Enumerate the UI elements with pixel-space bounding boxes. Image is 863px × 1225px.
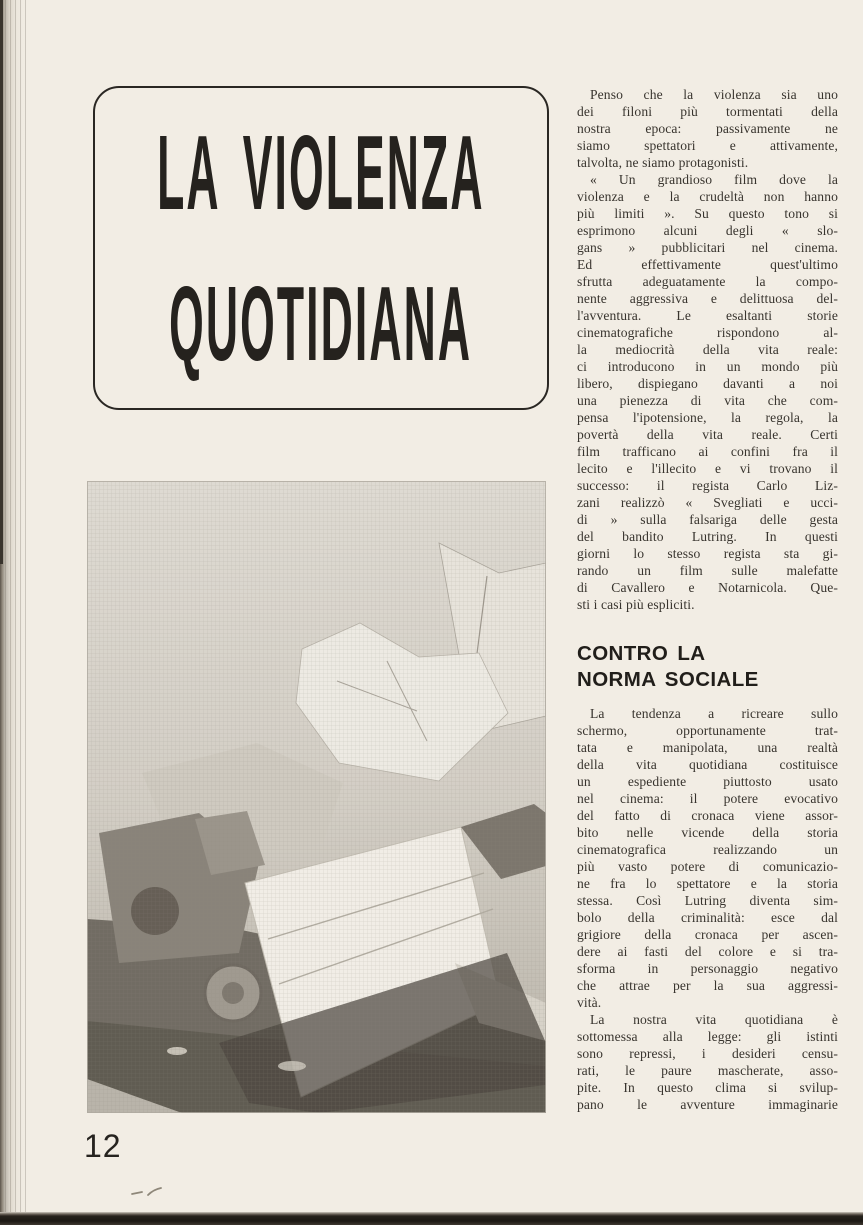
title-box: [93, 86, 549, 410]
text-line: nente aggressiva e delittuosa del-: [577, 291, 838, 306]
text-line: Ed effettivamente quest'ultimo: [577, 257, 838, 272]
car-wreck-photo: [87, 481, 546, 1113]
text-line: pensa l'ipotensione, la regola, la: [577, 410, 838, 425]
article-body: [577, 705, 838, 1113]
text-line: povertà della vita reale. Certi: [577, 427, 838, 442]
page-title-line-1: LA VIOLENZA: [157, 113, 485, 232]
text-line: nel cinema: il potere evocativo: [577, 791, 838, 806]
page-binding-shadow: [0, 0, 3, 564]
text-line: La nostra vita quotidiana è: [590, 1012, 838, 1027]
text-line: sforma in personaggio negativo: [577, 961, 838, 976]
text-line: del fatto di cronaca viene assor-: [577, 808, 838, 823]
text-line: di » sulla falsariga delle gesta: [577, 512, 838, 527]
text-line: gans » pubblicitari nel cinema.: [577, 240, 838, 255]
text-line: ne fra lo spettatore e la storia: [577, 876, 838, 891]
paragraph: [577, 171, 838, 613]
text-line: sottomessa alla legge: gli istinti: [577, 1029, 838, 1044]
text-line: più vasto potere di comunicazio-: [577, 859, 838, 874]
text-line: bito nelle vicende della storia: [577, 825, 838, 840]
section-heading: [577, 641, 838, 693]
text-line: zani realizzò « Svegliati e ucci-: [577, 495, 838, 510]
scan-bottom-edge: [0, 1212, 863, 1225]
text-line: cinematografiche rispondono al-: [577, 325, 838, 340]
text-line: sti i casi più espliciti.: [577, 597, 695, 612]
text-line: tata e manipolata, una realtà: [577, 740, 838, 755]
text-line: dei filoni più tormentati della: [577, 104, 838, 119]
text-line: del bandito Lutring. In questi: [577, 529, 838, 544]
section-heading-line-1: CONTRO LA: [577, 642, 706, 665]
text-line: pano le avventure immaginarie: [577, 1097, 838, 1112]
text-line: grigiore della cronaca per ascen-: [577, 927, 838, 942]
text-line: nostra epoca: passivamente ne: [577, 121, 838, 136]
page-number: 12: [84, 1128, 122, 1164]
text-line: film trafficano ai confini fra il: [577, 444, 838, 459]
text-line: pite. In questo clima si svilup-: [577, 1080, 838, 1095]
text-line: bolo della criminalità: esce dal: [577, 910, 838, 925]
text-line: Penso che la violenza sia uno: [590, 87, 838, 102]
text-line: violenza e la crudeltà non hanno: [577, 189, 838, 204]
text-line: siamo spettatori e attivamente,: [577, 138, 838, 153]
article-intro: [577, 86, 838, 613]
text-line: una pienezza di vita che com-: [577, 393, 838, 408]
text-line: vità.: [577, 995, 602, 1010]
text-line: talvolta, ne siamo protagonisti.: [577, 155, 749, 170]
text-line: stessa. Così Lutring diventa sim-: [577, 893, 838, 908]
car-wreck-photo-graphic: [87, 481, 546, 1113]
text-line: un espediente piuttosto usato: [577, 774, 838, 789]
text-line: l'avventura. Le esaltanti storie: [577, 308, 838, 323]
text-line: La tendenza a ricreare sullo: [590, 706, 838, 721]
text-line: sono repressi, i desideri censu-: [577, 1046, 838, 1061]
pen-mark: [130, 1184, 164, 1200]
text-line: sfrutta adeguatamente la compo-: [577, 274, 838, 289]
paragraph: [577, 86, 838, 171]
text-line: lecito e l'illecito e vi trovano il: [577, 461, 838, 476]
text-line: giorni lo stesso regista sta gi-: [577, 546, 838, 561]
text-line: più limiti ». Su questo tono si: [577, 206, 838, 221]
article-column: [577, 86, 838, 1113]
text-line: cinematografica realizzando un: [577, 842, 838, 857]
text-line: la mediocrità della vita reale:: [577, 342, 838, 357]
text-line: che attrae per la sua aggressi-: [577, 978, 838, 993]
text-line: rati, le paure mascherate, asso-: [577, 1063, 838, 1078]
text-line: successo: il regista Carlo Liz-: [577, 478, 838, 493]
text-line: libero, dispiegano davanti a noi: [577, 376, 838, 391]
section-heading-line-2: NORMA SOCIALE: [577, 668, 759, 691]
paragraph: [577, 1011, 838, 1113]
text-line: schermo, opportunamente trat-: [577, 723, 838, 738]
text-line: esprimono alcuni degli « slo-: [577, 223, 838, 238]
text-line: ci introducono in un mondo più: [577, 359, 838, 374]
text-line: rando un film sulle malefatte: [577, 563, 838, 578]
text-line: dere ai fasti del colore e si tra-: [577, 944, 838, 959]
text-line: di Cavallero e Notarnicola. Que-: [577, 580, 838, 595]
page-binding-edge: [0, 0, 26, 1213]
text-line: « Un grandioso film dove la: [590, 172, 838, 187]
page-title-line-2: QUOTIDIANA: [169, 264, 473, 383]
paragraph: [577, 705, 838, 1011]
text-line: della vita quotidiana costituisce: [577, 757, 838, 772]
